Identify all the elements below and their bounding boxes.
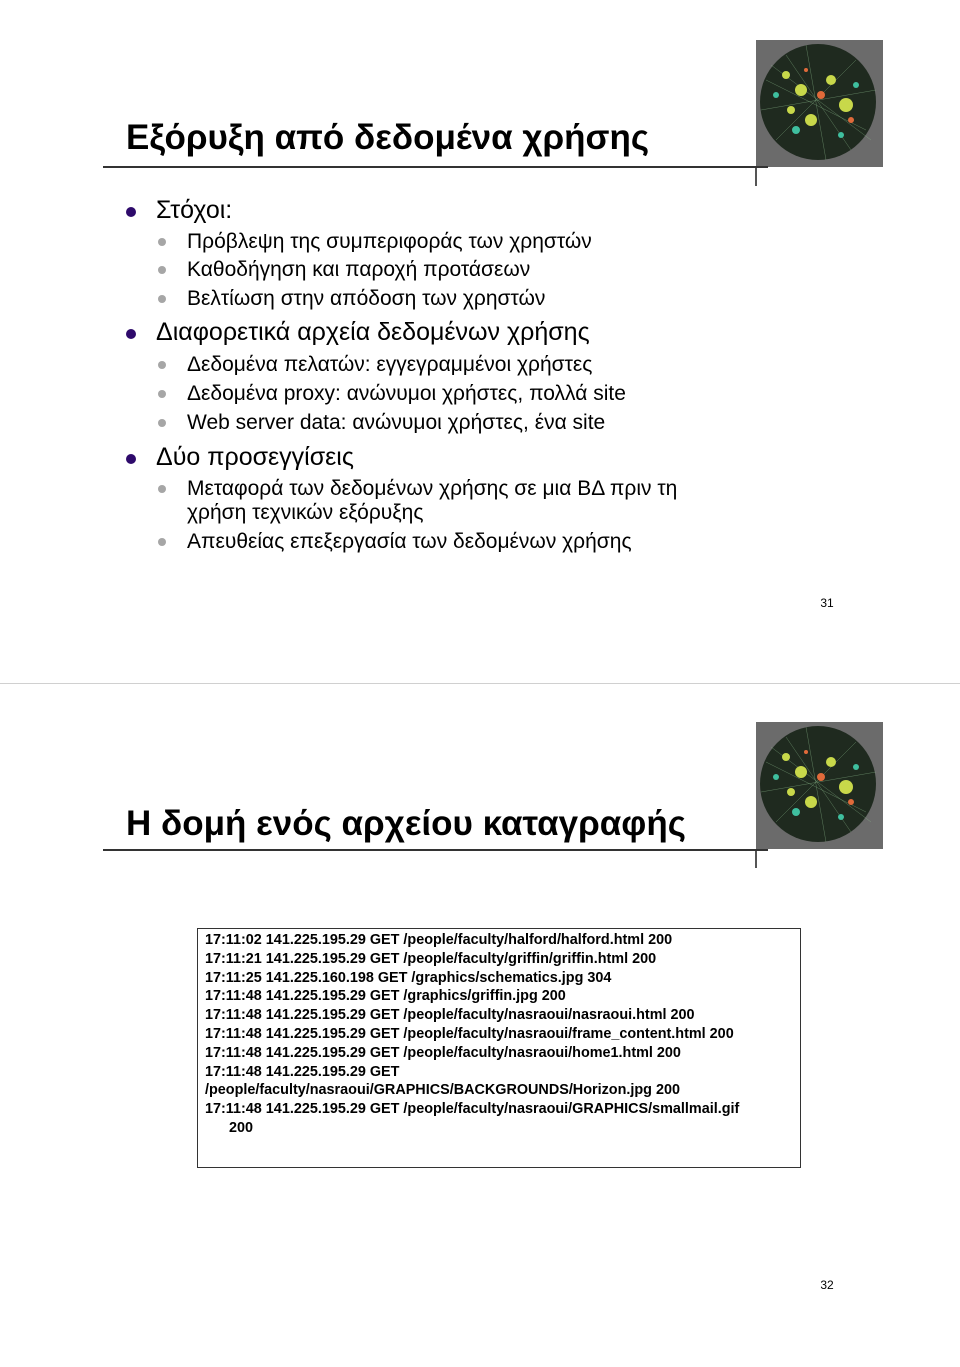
bullet-dot-icon <box>126 454 136 464</box>
slide-31 <box>0 0 960 683</box>
log-line: 17:11:48 141.225.195.29 GET /people/faculty/nasraoui/GRAPHICS/smallmail.gif <box>205 1101 740 1118</box>
log-line: 17:11:48 141.225.195.29 GET /people/faculty/nasraoui/home1.html 200 <box>205 1044 681 1061</box>
sub-bullet-dot-icon <box>158 390 166 398</box>
log-line: 17:11:48 141.225.195.29 GET /people/faculty/nasraoui/frame_content.html 200 <box>205 1025 734 1042</box>
sub-bullet: Απευθείας επεξεργασία των δεδομένων χρήσης <box>187 529 632 554</box>
slide-title: Εξόρυξη από δεδομένα χρήσης <box>126 118 650 157</box>
log-line: /people/faculty/nasraoui/GRAPHICS/BACKGROUNDS/Horizon.jpg 200 <box>205 1082 680 1099</box>
log-line: 17:11:48 141.225.195.29 GET <box>205 1063 400 1080</box>
page-number: 32 <box>820 1278 834 1292</box>
sub-bullet: Web server data: ανώνυμοι χρήστες, ένα site <box>187 410 605 435</box>
sub-bullet-dot-icon <box>158 361 166 369</box>
log-line: 17:11:48 141.225.195.29 GET /graphics/griffin.jpg 200 <box>205 988 566 1005</box>
sub-bullet-continuation: χρήση τεχνικών εξόρυξης <box>187 501 424 524</box>
globe-network-image <box>756 722 883 849</box>
log-line: 200 <box>229 1119 254 1136</box>
sub-bullet: Βελτίωση στην απόδοση των χρηστών <box>187 286 545 311</box>
sub-bullet-dot-icon <box>158 295 166 303</box>
log-line: 17:11:21 141.225.195.29 GET /people/faculty/griffin/griffin.html 200 <box>205 950 657 967</box>
bullet-goals: Στόχοι: <box>156 195 232 225</box>
bullet-list <box>0 0 960 683</box>
bullet-dot-icon <box>126 329 136 339</box>
sub-bullet-dot-icon <box>158 266 166 274</box>
title-underline <box>103 849 768 851</box>
sub-bullet-dot-icon <box>158 419 166 427</box>
bullet-dot-icon <box>126 207 136 217</box>
sub-bullet: Δεδομένα proxy: ανώνυμοι χρήστες, πολλά site <box>187 381 626 406</box>
sub-bullet-dot-icon <box>158 538 166 546</box>
bullet-usage-files: Διαφορετικά αρχεία δεδομένων χρήσης <box>156 317 590 347</box>
log-line: 17:11:48 141.225.195.29 GET /people/faculty/nasraoui/nasraoui.html 200 <box>205 1007 695 1024</box>
sub-bullet-dot-icon <box>158 238 166 246</box>
log-file-box <box>197 928 801 1168</box>
page-number: 31 <box>820 596 834 610</box>
sub-bullet-dot-icon <box>158 485 166 493</box>
sub-bullet: Καθοδήγηση και παροχή προτάσεων <box>187 257 530 282</box>
slide-32 <box>0 684 960 1367</box>
log-line: 17:11:02 141.225.195.29 GET /people/faculty/halford/halford.html 200 <box>205 932 673 948</box>
log-line: 17:11:25 141.225.160.198 GET /graphics/schematics.jpg 304 <box>205 969 612 986</box>
sub-bullet: Δεδομένα πελατών: εγγεγραμμένοι χρήστες <box>187 352 592 377</box>
bullet-two-approaches: Δύο προσεγγίσεις <box>156 442 354 472</box>
sub-bullet: Μεταφορά των δεδομένων χρήσης σε μια ΒΔ πριν τη <box>187 476 677 501</box>
sub-bullet: Πρόβλεψη της συμπεριφοράς των χρηστών <box>187 229 592 254</box>
slide-title: Η δομή ενός αρχείου καταγραφής <box>126 804 686 843</box>
